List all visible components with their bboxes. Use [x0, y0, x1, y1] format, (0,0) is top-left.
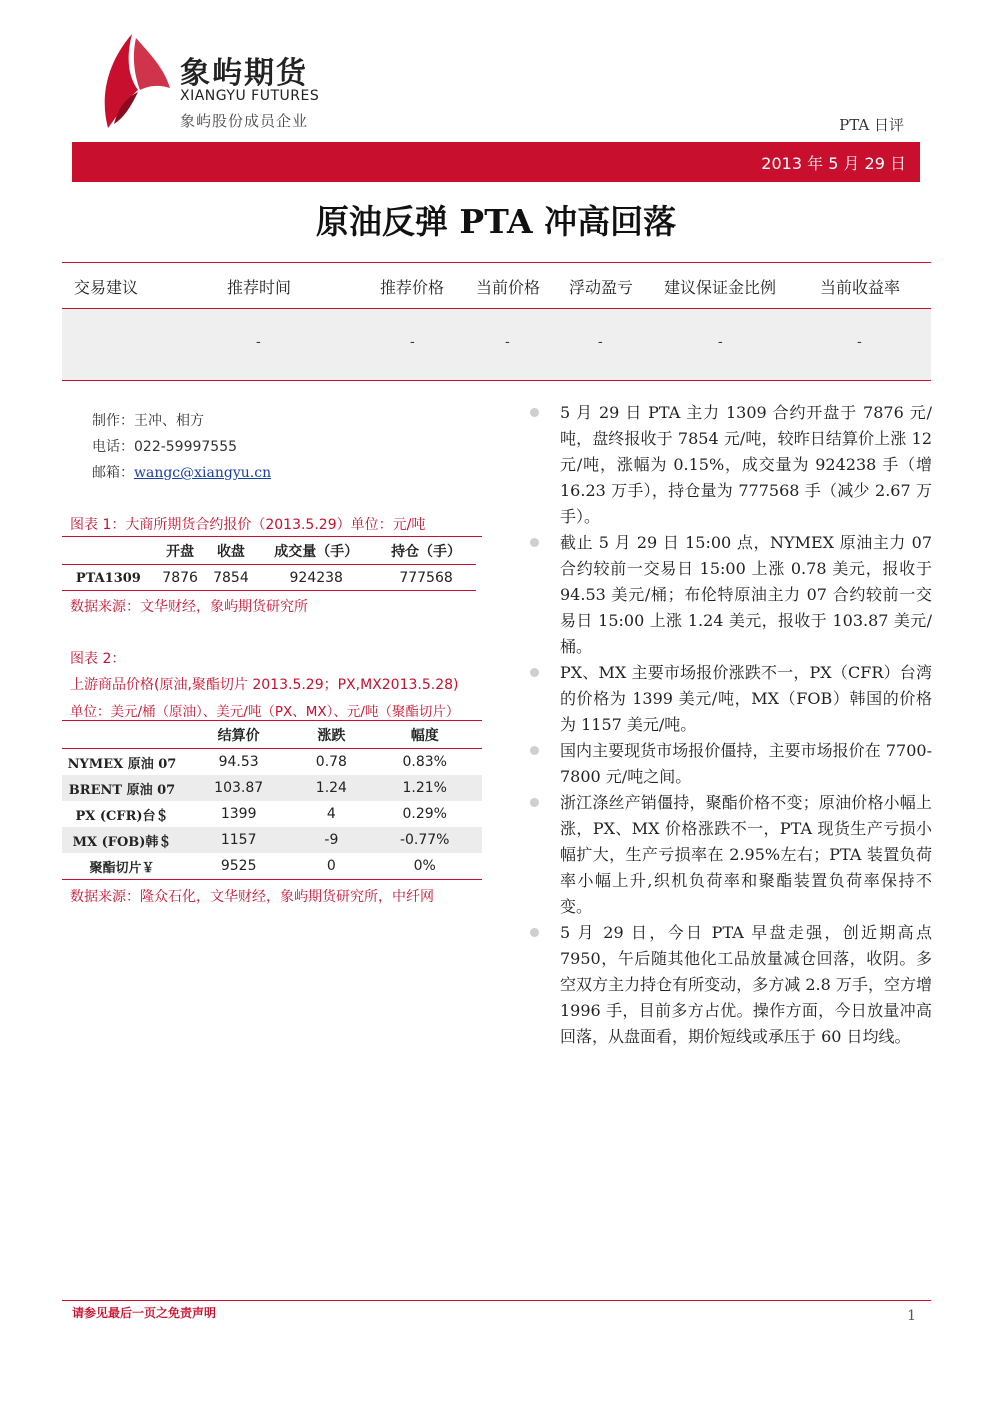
- table2-row-label: MX (FOB)韩＄: [62, 827, 182, 853]
- bullet-text: PX、MX 主要市场报价涨跌不一，PX（CFR）台湾的价格为 1399 美元/吨，MX（FOB）韩国的价格为 1157 美元/吨。: [560, 663, 932, 734]
- table1-col-0: [62, 538, 155, 565]
- report-date: 2013 年 5 月 29 日: [761, 154, 906, 173]
- table1-cell: 924238: [289, 570, 343, 586]
- table1-col-close: 收盘: [216, 544, 245, 560]
- table1-bottom-rule: [62, 590, 476, 591]
- table-row: [62, 853, 482, 879]
- table2-top-rule: [62, 720, 482, 721]
- table2-caption-subtitle: 上游商品价格(原油,聚酯切片 2013.5.29；PX,MX2013.5.28): [70, 677, 459, 693]
- bullet-text: 浙江涤丝产销僵持，聚酯价格不变；原油价格小幅上涨，PX、MX 价格涨跌不一，PTA 现货生产亏损小幅扩大，生产亏损率在 2.95%左右；PTA 装置负荷率小幅上升,织机负荷率和聚酯装置负荷率保持不变。: [560, 793, 932, 916]
- phone-number: 022-59997555: [134, 439, 238, 455]
- bullet-item: [530, 660, 932, 738]
- page-title: 原油反弹 PTA 冲高回落: [315, 202, 677, 241]
- phone-line: [92, 436, 237, 456]
- bullet-item: [530, 530, 932, 660]
- rec-header-yield: 当前收益率: [820, 278, 901, 297]
- table2: [62, 722, 482, 879]
- table2-cell: 0.83%: [402, 754, 447, 770]
- rec-table-bottom-rule: [62, 380, 931, 381]
- table2-cell: -0.77%: [367, 827, 482, 853]
- table-row: [62, 775, 482, 801]
- table-row: [62, 749, 482, 776]
- table2-cell: 1.21%: [367, 775, 482, 801]
- logo-mark: [92, 28, 172, 132]
- page-number: 1: [907, 1308, 916, 1324]
- table2-caption-title: 图表 2：: [70, 651, 126, 667]
- table2-bottom-rule: [62, 879, 482, 880]
- table2-row-label: BRENT 原油 07: [62, 775, 182, 801]
- table-row: [62, 565, 476, 592]
- table1: [62, 538, 476, 591]
- table2-col-pct: 幅度: [410, 728, 439, 744]
- table1-header-row: [62, 538, 476, 565]
- author-line: [92, 410, 204, 430]
- author-label: 制作：: [92, 413, 134, 429]
- bullet-item: [530, 738, 932, 790]
- table1-cell: 7876: [162, 570, 198, 586]
- brand-name-cn: 象屿期货: [180, 56, 308, 91]
- bullet-text: 国内主要现货市场报价僵持，主要市场报价在 7700-7800 元/吨之间。: [560, 741, 932, 786]
- email-link[interactable]: wangc@xiangyu.cn: [134, 465, 272, 481]
- rec-value-margin: -: [718, 334, 723, 350]
- table2-cell: 1.24: [295, 775, 367, 801]
- bullet-dot-icon: [530, 408, 539, 417]
- rec-header-advice: 交易建议: [74, 278, 139, 297]
- rec-header-time: 推荐时间: [227, 278, 292, 297]
- rec-value-yield: -: [857, 334, 862, 350]
- table2-header-row: [62, 722, 482, 749]
- rec-value-rec-price: -: [410, 334, 415, 350]
- email-label: 邮箱：: [92, 465, 134, 481]
- rec-table-header-rule: [62, 308, 931, 309]
- author-names: 王冲、相方: [134, 413, 204, 429]
- rec-table-body: [62, 309, 931, 380]
- table2-cell: 0.29%: [402, 806, 447, 822]
- document-type: PTA 日评: [839, 116, 904, 134]
- table2-cell: -9: [295, 827, 367, 853]
- table2-row-label: NYMEX 原油 07: [67, 756, 177, 772]
- table1-cell: 777568: [399, 570, 453, 586]
- bullet-dot-icon: [530, 928, 539, 937]
- table2-row-label: PX (CFR)台＄: [75, 808, 169, 824]
- footer-rule: [62, 1300, 931, 1301]
- table2-cell: 94.53: [218, 754, 259, 770]
- rec-header-pnl: 浮动盈亏: [569, 278, 634, 297]
- rec-value-pnl: -: [598, 334, 603, 350]
- bullet-text: 截止 5 月 29 日 15:00 点，NYMEX 原油主力 07 合约较前一交易日 15:00 上涨 0.78 美元，报收于 94.53 美元/桶；布伦特原油主力 07 合约较前一交易日 15:00 上涨 1.24 美元，报收于 103.87 美元/桶。: [560, 533, 932, 656]
- table2-cell: 9525: [220, 858, 257, 874]
- table2-row-label: 聚酯切片￥: [89, 860, 155, 876]
- table1-row-label: PTA1309: [75, 570, 141, 586]
- table-row: [62, 827, 482, 853]
- table1-col-open: 开盘: [166, 544, 195, 560]
- phone-label: 电话：: [92, 439, 134, 455]
- bullet-item: [530, 920, 932, 1050]
- brand-name-en: XIANGYU FUTURES: [180, 88, 320, 104]
- table1-col-volume: 成交量（手）: [274, 544, 359, 560]
- table2-cell: 0.78: [315, 754, 347, 770]
- rec-table-top-rule: [62, 262, 931, 263]
- disclaimer-note: 请参见最后一页之免责声明: [72, 1306, 217, 1320]
- bullet-dot-icon: [530, 746, 539, 755]
- table1-cell: 7854: [213, 570, 249, 586]
- table2-cell: 0%: [413, 858, 436, 874]
- table1-source: 数据来源：文华财经，象屿期货研究所: [70, 599, 308, 615]
- table2-cell: 4: [326, 806, 336, 822]
- table2-source: 数据来源：隆众石化，文华财经，象屿期货研究所，中纤网: [70, 889, 434, 905]
- rec-header-margin: 建议保证金比例: [664, 278, 777, 297]
- table1-col-oi: 持仓（手）: [391, 544, 462, 560]
- table1-top-rule: [62, 536, 482, 537]
- bullet-dot-icon: [530, 668, 539, 677]
- table2-col-settle: 结算价: [217, 728, 260, 744]
- rec-header-rec-price: 推荐价格: [380, 278, 445, 297]
- table2-cell: 0: [326, 858, 336, 874]
- bullet-text: 5 月 29 日，今日 PTA 早盘走强，创近期高点 7950，午后随其他化工品放量减仓回落，收阴。多空双方主力持仓有所变动，多方减 2.8 万手，空方增 1996 手，目前多方占优。操作方面，今日放量冲高回落，从盘面看，期价短线或承压于 60 日均线。: [560, 923, 932, 1046]
- table2-cell: 1157: [182, 827, 295, 853]
- rec-value-time: -: [256, 334, 261, 350]
- brand-subtitle: 象屿股份成员企业: [180, 112, 309, 130]
- table2-cell: 103.87: [182, 775, 295, 801]
- table2-cell: 1399: [220, 806, 257, 822]
- bullet-item: [530, 400, 932, 530]
- rec-header-cur-price: 当前价格: [476, 278, 541, 297]
- analysis-bullets: [530, 400, 932, 1050]
- table-row: [62, 801, 482, 827]
- table2-col-0: [62, 722, 182, 749]
- bullet-dot-icon: [530, 538, 539, 547]
- table1-caption: 图表 1：大商所期货合约报价（2013.5.29）单位：元/吨: [70, 517, 426, 533]
- table2-caption-units: 单位：美元/桶（原油）、美元/吨（PX、MX）、元/吨（聚酯切片）: [70, 704, 460, 720]
- bullet-item: [530, 790, 932, 920]
- rec-value-cur-price: -: [505, 334, 510, 350]
- table2-col-change: 涨跌: [317, 728, 346, 744]
- bullet-dot-icon: [530, 798, 539, 807]
- email-line: [92, 462, 271, 482]
- bullet-text: 5 月 29 日 PTA 主力 1309 合约开盘于 7876 元/吨，盘终报收于 7854 元/吨，较昨日结算价上涨 12 元/吨，涨幅为 0.15%，成交量为 924238 手（增 16.23 万手），持仓量为 777568 手（减少 2.67 万手）。: [560, 403, 932, 526]
